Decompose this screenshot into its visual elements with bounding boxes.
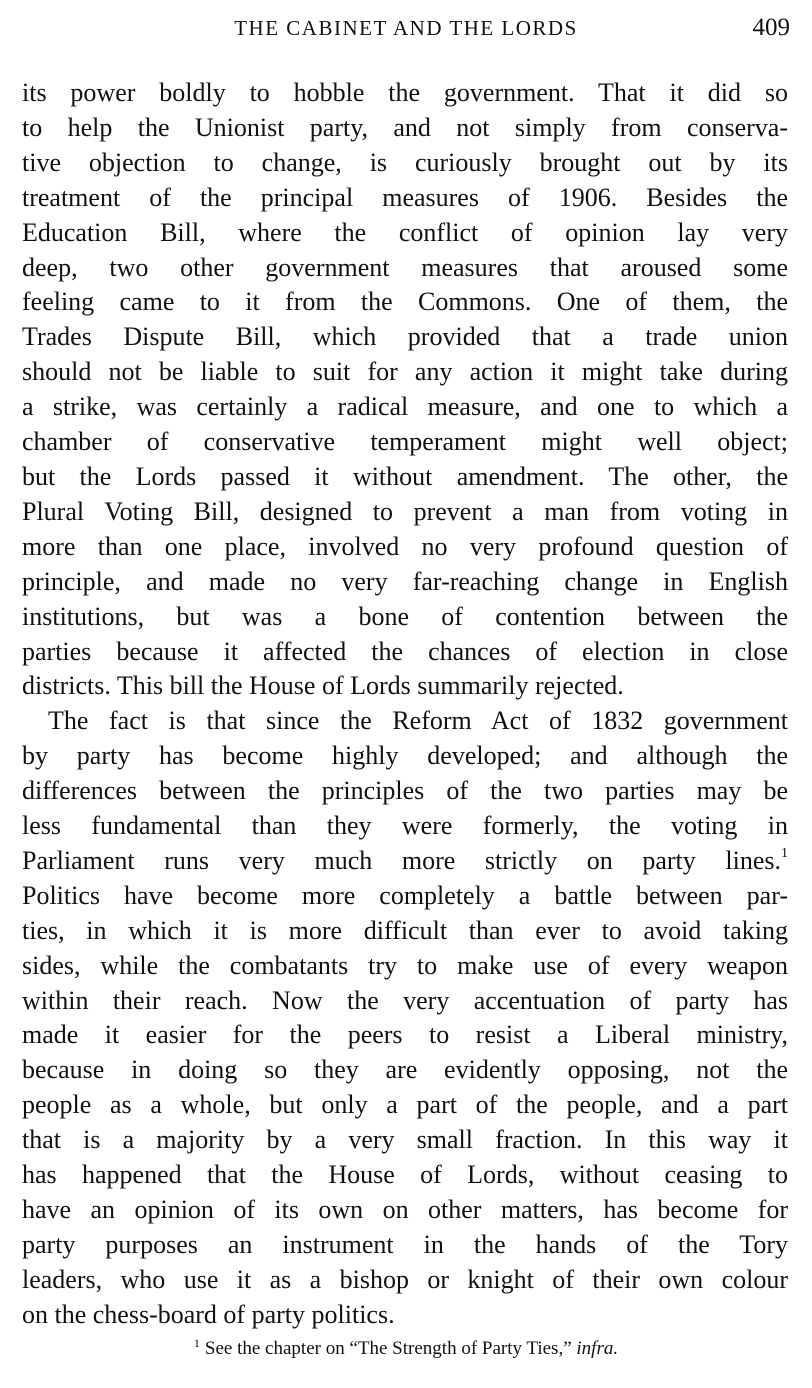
body-text [22,76,788,1333]
text-line-with-footnote [22,844,788,879]
text-line: made it easier for the peers to resist a Liberal ministry, [22,1020,788,1050]
running-title: THE CABINET AND THE LORDS [234,16,578,40]
text-line: Politics have become more completely a battle between par- [22,880,788,910]
text-line: less fundamental than they were formerly, the voting in [22,811,788,841]
footnote [0,1336,812,1360]
footnote-text: See the chapter on “The Strength of Party Ties,” [204,1338,572,1359]
text-line: ties, in which it is more difficult than ever to avoid taking [22,915,788,945]
text-line: within their reach. Now the very accentuation of party has [22,985,788,1015]
paragraph-2 [22,704,788,1332]
footnote-reference[interactable]: 1 [781,845,788,861]
text-line: has happened that the House of Lords, without ceasing to [22,1160,788,1190]
text-line: differences between the principles of the two parties may be [22,776,788,806]
text-line: treatment of the principal measures of 1906. Besides the [22,182,788,212]
text-line: deep, two other government measures that aroused some [22,252,788,282]
footnote-infra: infra. [576,1338,619,1359]
text-line: by party has become highly developed; and although the [22,741,788,771]
text-line: a strike, was certainly a radical measure, and one to which a [22,392,788,422]
text-line: Education Bill, where the conflict of opinion lay very [22,217,788,247]
text-line: party purposes an instrument in the hands of the Tory [22,1229,788,1259]
text-line: leaders, who use it as a bishop or knight of their own colour [22,1264,788,1294]
text-line: districts. This bill the House of Lords summarily rejected. [22,671,624,701]
text-line: on the chess-board of party politics. [22,1299,395,1329]
text-line: to help the Unionist party, and not simply from conserva- [22,112,788,142]
paragraph-1 [22,76,788,704]
text-line: but the Lords passed it without amendment. The other, the [22,461,788,491]
text-line: that is a majority by a very small fraction. In this way it [22,1125,788,1155]
text-line: chamber of conservative temperament might well object; [22,427,788,457]
text-line: The fact is that since the Reform Act of 1832 government [48,706,788,736]
text-line: its power boldly to hobble the government. That it did so [22,78,788,107]
footnote-mark: 1 [193,1336,200,1350]
text-line: Plural Voting Bill, designed to prevent a man from voting in [22,496,788,526]
text-line: because in doing so they are evidently opposing, not the [22,1055,788,1085]
text-line: should not be liable to suit for any action it might take during [22,357,788,387]
text-line: tive objection to change, is curiously brought out by its [22,147,788,177]
text-line: more than one place, involved no very profound question of [22,531,788,561]
text-line: Trades Dispute Bill, which provided that a trade union [22,322,788,352]
text-line: institutions, but was a bone of contention between the [22,601,788,631]
text-line: people as a whole, but only a part of the people, and a part [22,1090,788,1120]
running-head [22,14,790,48]
text-line: feeling came to it from the Commons. One of them, the [22,287,788,317]
text-line: sides, while the combatants try to make use of every weapon [22,950,788,980]
text-line: parties because it affected the chances of election in close [22,636,788,666]
page-number: 409 [752,14,790,41]
text-line: principle, and made no very far-reaching change in English [22,566,788,596]
text-line-content: Parliament runs very much more strictly on party lines. [22,845,781,875]
text-line: have an opinion of its own on other matters, has become for [22,1195,788,1224]
